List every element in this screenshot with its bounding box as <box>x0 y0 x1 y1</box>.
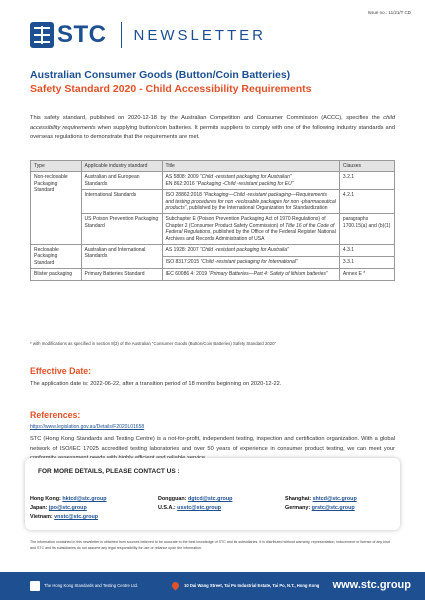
footer-website-link[interactable]: www.stc.group <box>332 579 411 591</box>
brand-name: STC <box>57 21 107 48</box>
title-au-eu <box>162 172 339 190</box>
intro-text-1: This safety standard, published on 2020-12-18 by the Australian Competition and Consumer Commission (ACCC), specifies the <box>30 115 384 121</box>
clause-blister: Annex E * <box>339 269 394 280</box>
applicable-reclose: Australian and International Standards <box>81 245 162 269</box>
table-header-row <box>31 161 395 172</box>
clause-au-eu: 3.2.1 <box>339 172 394 190</box>
title-text: “Child -resistant packaging for International” <box>200 259 298 266</box>
title-reclose-iso <box>162 257 339 269</box>
contact-germany: Germany: grstc@stc.group <box>285 505 355 511</box>
title-text: “Primary Batteries—Part 4: Safety of lithium batteries” <box>208 271 328 278</box>
applicable-blister: Primary Batteries Standard <box>81 269 162 280</box>
company-logo-icon <box>30 581 40 591</box>
contact-box <box>25 458 400 530</box>
title-code: AS 1928: 2007 <box>165 247 200 254</box>
clause-reclose-au: 4.3.1 <box>339 245 394 257</box>
table-row <box>31 245 395 257</box>
type-reclosable: Reclosable Packaging Standard <box>31 245 82 269</box>
title-code: EN 862:2016 <box>165 180 197 187</box>
clause-us: paragraphs 1700.15(a) and (b)(1) <box>339 214 394 245</box>
title-code: ISO 8317:2015 <box>165 259 201 266</box>
header-clauses: Clauses <box>339 161 394 172</box>
references-link-row <box>30 423 395 433</box>
disclaimer: The information contained in this newsletter is obtained from sources believed to be accurate to the best knowledge of STC and its subsidiaries. It is distributed without warranty, representation, inducement or license of any kind and STC and its subsidiaries do not assume any legal responsibility for use or reliance upon the information. <box>30 540 390 550</box>
article-title <box>30 68 395 96</box>
publication-name: NEWSLETTER <box>133 26 267 44</box>
table-row <box>31 214 395 245</box>
title-text: “Child -resistant packaging for Australia” <box>200 247 289 254</box>
type-blister: Blister packaging <box>31 269 82 280</box>
email-link[interactable]: usstc@stc.group <box>177 505 222 511</box>
contact-heading: FOR MORE DETAILS, PLEASE CONTACT US : <box>38 468 180 475</box>
effective-date-heading: Effective Date: <box>30 366 92 376</box>
applicable-us: US Poison Prevention Packaging Standard <box>81 214 162 245</box>
footer-bar <box>0 572 425 600</box>
contact-shanghai: Shanghai: shtcd@stc.group <box>285 496 357 502</box>
title-reclose-au <box>162 245 339 257</box>
clause-intl: 4.2.1 <box>339 190 394 214</box>
title-line-1: Australian Consumer Goods (Button/Coin Batteries) <box>30 69 291 81</box>
title-code: AS 5808: 2009 <box>165 174 200 181</box>
intro-emphasis: child accessibility requirements <box>30 115 395 131</box>
title-line-2: Safety Standard 2020 - Child Accessibility Requirements <box>30 83 312 95</box>
table-footnote: * with modifications as specified in section 8(3) of the Australian “Consumer Goods (Button/Coin Batteries) Safety Standard 2020” <box>30 341 277 346</box>
email-link[interactable]: vnstc@stc.group <box>54 514 99 520</box>
contact-hong-kong: Hong Kong: hktcd@stc.group <box>30 496 107 502</box>
location-pin-icon <box>171 581 181 591</box>
title-intl <box>162 190 339 214</box>
title-code: ISO 28862:2018 <box>165 192 204 199</box>
contact-vietnam: Vietnam: vnstc@stc.group <box>30 514 99 520</box>
stc-emblem-icon <box>30 22 54 48</box>
email-link[interactable]: shtcd@stc.group <box>312 496 357 502</box>
title-blister <box>162 269 339 280</box>
applicable-au-eu: Australian and European Standards <box>81 172 162 190</box>
header-divider <box>121 22 122 48</box>
intro-paragraph <box>30 114 395 143</box>
reference-link[interactable]: https://www.legislation.gov.au/Details/F2020L01658 <box>30 424 145 430</box>
email-link[interactable]: hktcd@stc.group <box>62 496 107 502</box>
clause-reclose-iso: 3.3.1 <box>339 257 394 269</box>
footer-address: 10 Dai Wang Street, Tai Po Industrial Estate, Tai Po, N.T., Hong Kong <box>184 583 320 588</box>
header-applicable: Applicable industry standard <box>81 161 162 172</box>
title-tail: , published by the Office of the Federal Register National Archives and Records Administration of USA <box>165 229 336 242</box>
title-code: IEC 60086 4: 2019 <box>165 271 209 278</box>
header-title: Title <box>162 161 339 172</box>
title-tail: , published by the International Organization for Standardization <box>186 205 328 212</box>
intro-text-2: when supplying button/coin batteries. It permits suppliers to comply with one of the following industry standards and overseas regulations to demonstrate that the requirements are met. <box>30 124 395 141</box>
table-row <box>31 190 395 214</box>
table-row <box>31 172 395 190</box>
header-logo <box>30 20 266 50</box>
title-text: Subchapter E (Poison Prevention Packaging Act of 1970 Regulations) of Chapter 2 (Consumer Product Safety Commission) of <box>165 216 326 229</box>
references-heading: References: <box>30 410 81 420</box>
title-text: “Packaging -Child -resistant packing for EU” <box>196 180 294 187</box>
effective-date-text: The application date is: 2022-06-22, after a transition period of 18 months beginning on 2020-12-22. <box>30 381 282 387</box>
about-paragraph: STC (Hong Kong Standards and Testing Centre) is a not-for-profit, independent testing, inspection and certification organization. With a global network of ISO/IEC 17025 accredited testing laboratories and over 50 years of experience in consumer product testing, we can meet your <box>30 436 395 452</box>
contact-usa: U.S.A.: usstc@stc.group <box>158 505 222 511</box>
title-text: “Packaging—Child -resistant packaging—Requirements and testing procedures for non -reclosable packages for non -pharmaceutical products” <box>165 192 336 212</box>
standards-table <box>30 160 395 281</box>
contact-dongguan: Dongguan: dgtcd@stc.group <box>158 496 233 502</box>
header-type: Type <box>31 161 82 172</box>
title-text: “Child -resistant packaging for Australian” <box>200 174 292 181</box>
footer-company: The Hong Kong Standards and Testing Centre Ltd. <box>44 583 138 588</box>
email-link[interactable]: grstc@stc.group <box>311 505 355 511</box>
table-row <box>31 269 395 280</box>
applicable-intl: International Standards <box>81 190 162 214</box>
type-nonreclosable: Non-reclosable Packaging Standard <box>31 172 82 245</box>
title-us <box>162 214 339 245</box>
email-link[interactable]: jpo@stc.group <box>48 505 87 511</box>
contact-japan: Japan: jpo@stc.group <box>30 505 87 511</box>
title-emphasis: Title 16 of the Code of Federal Regulations <box>165 222 335 236</box>
email-link[interactable]: dgtcd@stc.group <box>187 496 233 502</box>
issue-number: Issue no.: 11/21/T CD <box>367 10 411 15</box>
